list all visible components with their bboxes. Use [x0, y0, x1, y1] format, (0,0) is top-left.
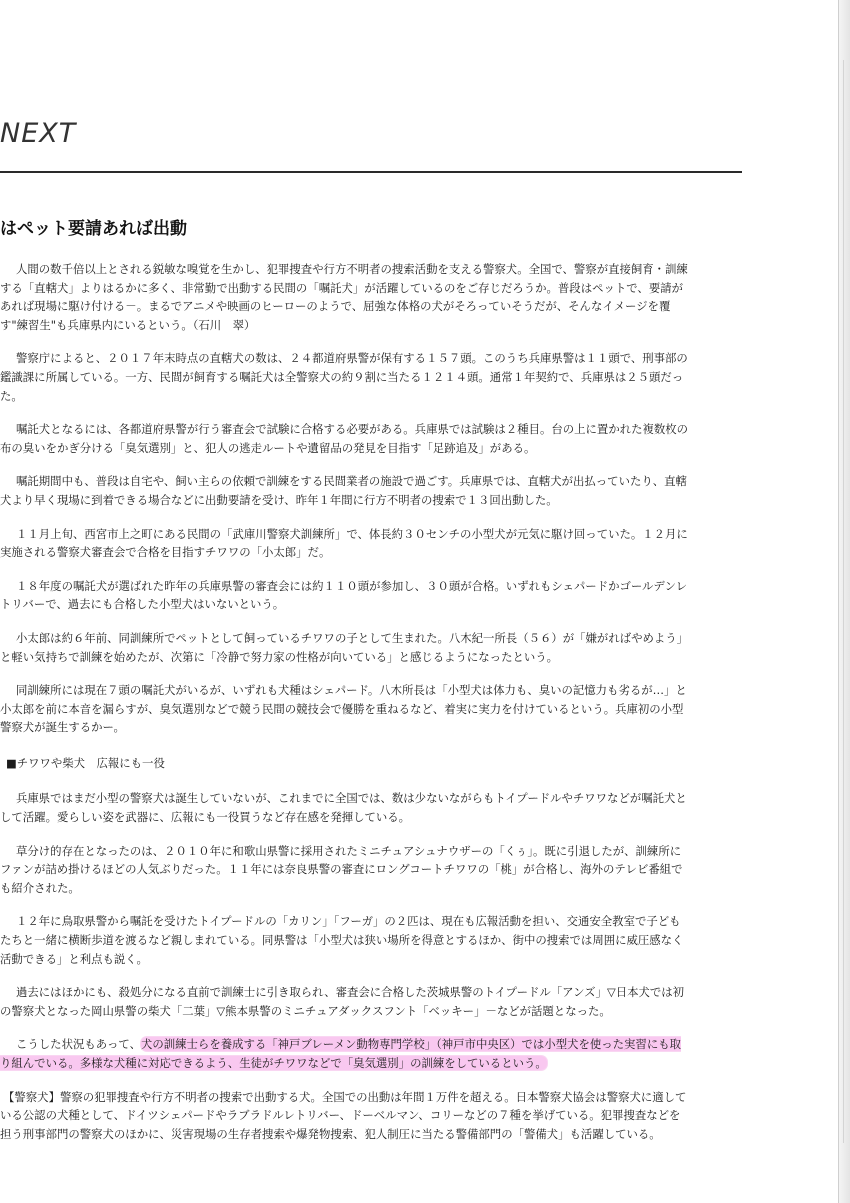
glossary-note: 【警察犬】警察の犯罪捜査や行方不明者の捜索で出動する犬。全国での出動は年間１万件を超える。日本警察犬協会は警察犬に適して いる公認の犬種として、ドイツシェパードやラブラドルレトリバー、ドーベルマン、コリーなどの７種を挙げている。犯罪捜査などを 担う刑事部門の警察犬のほかに、災害現場の生存者捜索や爆発物捜索、犯人制圧に当たる警備部門の「警備犬」も活躍している。	[0, 1089, 687, 1141]
paragraph-11: 過去にはほかにも、殺処分になる直前で訓練士に引き取られ、審査会に合格した茨城県警のトイプードル「アンズ」▽日本犬では初 の警察犬となった岡山県警の柴犬「二葉」▽熊本県警のミニチュアダックスフント「ベッキー」－などが話題となった。	[0, 985, 685, 1018]
paragraph-3: 嘱託期間中も、普段は自宅や、飼い主らの依頼で訓練をする民間業者の施設で過ごす。兵庫県では、直轄犬が出払っていたり、直轄 犬より早く現場に到着できる場合などに出動要請を受け、昨年１年間に行方不明者の捜索で１３回出動した。	[0, 474, 687, 507]
paragraph-6: 小太郎は約６年前、同訓練所でペットとして飼っているチワワの子として生まれた。八木紀一所長（５６）が「嫌がればやめよう」 と軽い気持ちで訓練を始めたが、次第に「冷静で努力家の性格が向いている」と感じるようになったという。	[0, 630, 689, 664]
masthead-logo: NEXT	[0, 118, 77, 149]
paragraph-7: 同訓練所には現在７頭の嘱託犬がいるが、いずれも犬種はシェパード。八木所長は「小型犬は体力も、臭いの記憶力も劣るが…」と 小太郎を前に本音を漏らすが、臭気選別などで競う民間の競技会で優勝を重ねるなど、着実に実力を付けているという。兵庫初の小型 警察犬が誕生するかー。	[0, 683, 687, 735]
paragraph-5: １８年度の嘱託犬が選ばれた昨年の兵庫県警の審査会には約１１０頭が参加し、３０頭が合格。いずれもシェパードかゴールデンレ トリバーで、過去にも合格した小型犬はいないという。	[0, 578, 688, 612]
highlighted-passage: 犬の訓練士らを養成する「神戸ブレーメン動物専門学校」（神戸市中央区）では小型犬を使った実習にも取 り組んでいる。多様な犬種に対応できるよう、生徒がチワワなどで「臭気選別」の訓練をしているという。	[0, 1037, 681, 1070]
paragraph-12-prefix: こうした状況もあって、	[16, 1037, 141, 1052]
article-headline: はペット要請あれば出動	[0, 219, 187, 239]
paragraph-4: １１月上旬、西宮市上之町にある民間の「武庫川警察犬訓練所」で、体長約３０センチの小型犬が元気に駆け回っていた。１２月に 実施される警察犬審査会で合格を目指すチワワの「小太郎」だ。	[0, 526, 688, 560]
article-body	[0, 260, 738, 1158]
paragraph-12	[0, 1035, 738, 1072]
paragraph-8: 兵庫県ではまだ小型の警察犬は誕生していないが、これまでに全国では、数は少ないながらもトイプードルやチワワなどが嘱託犬と して活躍。愛らしい姿を武器に、広報にも一役買うなど存在感を発揮している。	[0, 791, 687, 825]
paragraph-2: 嘱託犬となるには、各都道府県警が行う審査会で試験に合格する必要がある。兵庫県では試験は２種目。台の上に置かれた複数枚の 布の臭いをかぎ分ける「臭気選別」と、犯人の逃走ルートや遺留品の発見を目指す「足跡追及」がある。	[0, 422, 689, 455]
paragraph-10: １２年に鳥取県警から嘱託を受けたトイプードルの「カリン」「フーガ」の２匹は、現在も広報活動を担い、交通安全教室で子ども たちと一緒に横断歩道を渡るなど親しまれている。同県警は「小型犬は狭い場所を得意とするほか、街中の捜索では周囲に威圧感なく 活動できる」と利点も説く。	[0, 914, 684, 966]
section-heading: ■チワワや柴犬 広報にも一役	[6, 755, 165, 770]
page-edge-shadow	[838, 0, 850, 1203]
masthead-rule	[0, 171, 742, 173]
paragraph-9: 草分け的存在となったのは、２０１０年に和歌山県警に採用されたミニチュアシュナウザーの「くぅ」。既に引退したが、訓練所に ファンが詰め掛けるほどの人気ぶりだった。１１年には奈良県警の審査にロングコートチワワの「桃」が合格し、海外のテレビ番組で も紹介された。	[0, 843, 683, 895]
lead-paragraph: 人間の数千倍以上とされる鋭敏な嗅覚を生かし、犯罪捜査や行方不明者の捜索活動を支える警察犬。全国で、警察が直接飼育・訓練 する「直轄犬」よりはるかに多く、非常勤で出動する民間の「嘱託犬」が活躍しているのをご存じだろうか。普段はペットで、要請が あれば現場に駆け付ける－。まるでアニメや映画のヒーローのようで、屈強な体格の犬がそろっていそうだが、そんなイメージを覆 す"練習生"も兵庫県内にいるという。（石川 翠）	[0, 262, 688, 332]
paragraph-1: 警察庁によると、２０１７年末時点の直轄犬の数は、２４都道府県警が保有する１５７頭。このうち兵庫県警は１１頭で、刑事部の 鑑識課に所属している。一方、民間が飼育する嘱託犬は全警察犬の約９割に当たる１２１４頭。通常１年契約で、兵庫県は２５頭だっ た。	[0, 351, 688, 403]
